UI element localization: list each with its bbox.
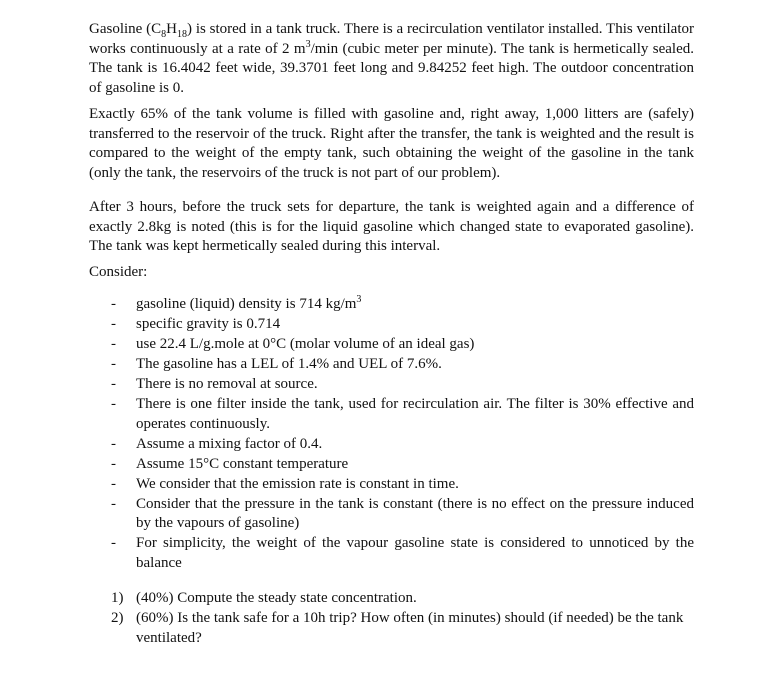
- list-item: - Consider that the pressure in the tank is constant (there is no effect on the pressure induced by the vapours of gasoline): [111, 495, 694, 531]
- list-item: - specific gravity is 0.714: [111, 316, 281, 332]
- list-item: - There is no removal at source.: [111, 376, 318, 392]
- list-item: - There is one filter inside the tank, used for recirculation air. The filter is 30% effective and operates continuously.: [111, 396, 694, 432]
- list-item: - The gasoline has a LEL of 1.4% and UEL of 7.6%.: [111, 356, 442, 372]
- list-item: - use 22.4 L/g.mole at 0°C (molar volume of an ideal gas): [111, 336, 475, 352]
- questions-list: [89, 589, 694, 649]
- list-item: - For simplicity, the weight of the vapour gasoline state is considered to unnoticed by the balance: [111, 535, 694, 571]
- list-item: - Assume a mixing factor of 0.4.: [111, 435, 323, 452]
- question-item: 2) (60%) Is the tank safe for a 10h trip? How often (in minutes) should (if needed) be the tank ventilated?: [111, 610, 684, 646]
- list-item: - We consider that the emission rate is constant in time.: [111, 475, 459, 492]
- list-item: - gasoline (liquid) density is 714 $kg/m^3$: [111, 294, 362, 312]
- considerations-list: [89, 295, 694, 574]
- paragraph-filling: Exactly 65% of the tank volume is filled with gasoline and, right away, 1,000 litters are (safely) transferred to the reservoir of the truck. Right after the transfer, the tank is weighted and the result is compared to the weight of the empty tank, such obtaining the weight of the gasoline in the tank (only the tank, the reservoirs of the truck is not part of our problem).: [89, 106, 694, 181]
- list-item: - Assume 15°C constant temperature: [111, 455, 349, 472]
- paragraph-evaporation: After 3 hours, before the truck sets for departure, the tank is weighted again and a difference of exactly 2.8kg is noted (this is for the liquid gasoline which changed state to evaporated gasoline). The tank was kept hermetically sealed during this interval.: [89, 199, 694, 254]
- paragraph-problem-statement: Gasoline $(C_8H_{18})$ is stored in a tank truck. There is a recirculation ventilator installed. This ventilator works continuously at a rate of 2 $m^3/\min$ (cubic meter per minute). The tank is hermetically sealed. The tank is 16.4042 feet wide, 39.3701 feet long and 9.84252 feet high. The outdoor concentration of gasoline is 0.: [89, 21, 694, 96]
- paragraph-consider: Consider:: [89, 264, 148, 280]
- question-item: 1) (40%) Compute the steady state concentration.: [111, 590, 417, 606]
